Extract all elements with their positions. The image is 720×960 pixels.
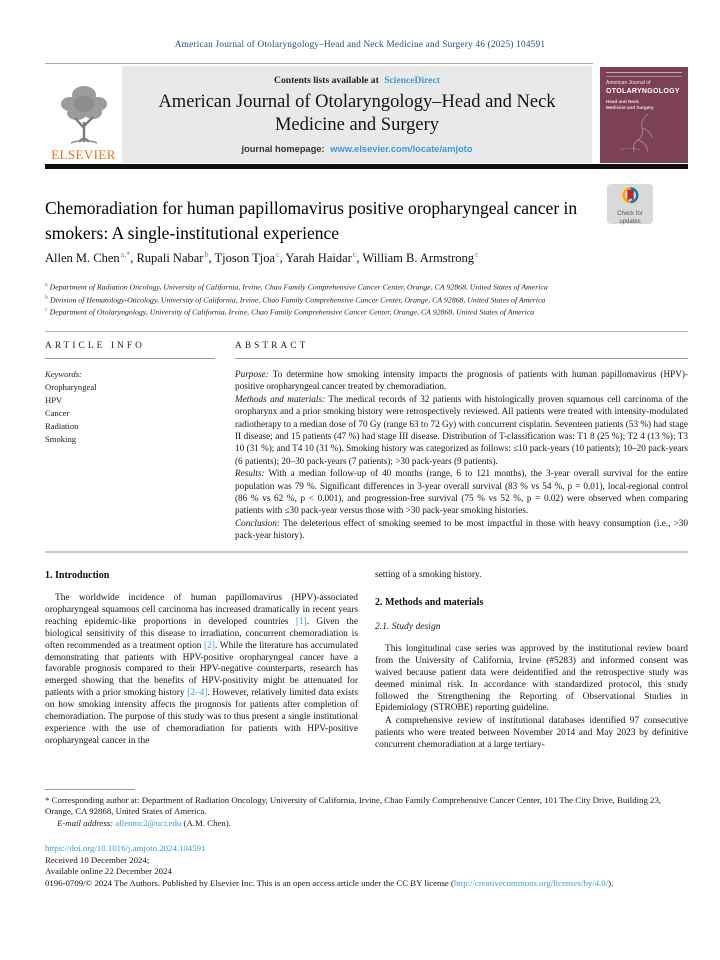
author-list (45, 250, 665, 266)
affiliation-row: $^c$ Department of Otolaryngology, University of California, Irvine, Chao Family Comprehensive Cancer Center, Orange, CA 92868, United States of America (45, 307, 535, 317)
elsevier-wordmark: ELSEVIER (51, 147, 116, 162)
check-updates-label: Check for updates (617, 211, 643, 225)
affiliation-row: $^a$ Department of Radiation Oncology, University of California, Irvine, Chao Family Comprehensive Cancer Center, Orange, CA 92868, United States of America (45, 282, 548, 292)
cover-top-band (606, 72, 682, 77)
journal-title: American Journal of Otolaryngology–Head and Neck Medicine and Surgery (158, 92, 556, 135)
methods-paragraph-1: This longitudinal case series was approved by the institutional review board from the University of California, Irvine (#5283) and informed consent was waived because patient data were deidentified and the retrospective study was deemed minimal risk. In accordance with standardized protocol, this study followed the Strengthening the Reporting of Observational Studies in Epidemiology (STROBE) reporting guideline. (375, 643, 688, 714)
author-affil-sup[interactable]: b (204, 250, 209, 259)
author: Tjoson Tjoa$^c$, (214, 250, 286, 266)
journal-header-banner (122, 66, 592, 163)
author: Rupali Nabar$^b$, (136, 250, 215, 266)
continuation-paragraph: setting of a smoking history. (375, 570, 482, 580)
author-affil-sup[interactable]: a,* (120, 250, 131, 259)
article-title: Chemoradiation for human papillomavirus positive oropharyngeal cancer in smokers: A single-institutional experience (45, 198, 578, 243)
author-affil-sup[interactable]: c (475, 250, 479, 259)
affiliation-row: $^b$ Division of Hematology-Oncology, University of California, Irvine, Chao Family Comprehensive Cancer Center, Orange, CA 92868, United States of America (45, 294, 546, 305)
author-affil-sup[interactable]: c (352, 250, 357, 259)
methods-paragraph-2: A comprehensive review of institutional databases identified 97 consecutive patients who were treated between November 2014 and May 2023 by definitive concurrent chemoradiation at a large tertiary- (375, 716, 688, 751)
doi-link[interactable]: https://doi.org/10.1016/j.amjoto.2024.104591 (45, 843, 206, 853)
cover-anatomy-sketch (610, 112, 674, 159)
article-info-column (45, 341, 215, 542)
abstract-heading: ABSTRACT (235, 341, 688, 359)
citation-1-link[interactable]: [1] (295, 616, 307, 627)
introduction-heading: 1. Introduction (45, 570, 110, 581)
keyword: Radiation (45, 421, 79, 431)
correspondence-footnote (45, 789, 688, 829)
crossmark-icon (622, 187, 639, 211)
author: Yarah Haidar$^c$, (285, 250, 363, 266)
abstract-column (235, 341, 688, 542)
author-email-link[interactable]: allenmc2@uci.edu (115, 817, 182, 828)
journal-reference-line: American Journal of Otolaryngology–Head and Neck Medicine and Surgery 46 (2025) 104591 (174, 40, 546, 50)
elsevier-logo[interactable] (45, 66, 122, 163)
citation-2-link[interactable]: [2] (204, 640, 215, 651)
keywords-label: Keywords: (45, 369, 82, 379)
cover-subtitle-2: Medicine and Surgery (606, 104, 654, 110)
header-top-rule (45, 63, 593, 64)
citation-2-4-link[interactable]: [2–4] (187, 688, 208, 699)
cover-title-big: OTOLARYNGOLOGY (606, 87, 680, 95)
keyword: Oropharyngeal (45, 382, 97, 392)
journal-homepage-line: journal homepage: www.elsevier.com/locate/amjoto (241, 144, 473, 155)
available-online-date: Available online 22 December 2024 (45, 866, 172, 876)
received-date: Received 10 December 2024; (45, 854, 150, 865)
keyword: Smoking (45, 434, 77, 444)
cover-subtitle-1: Head and Neck (606, 98, 639, 104)
elsevier-tree-icon (55, 82, 113, 146)
body-right-column (375, 570, 688, 752)
journal-cover-thumbnail[interactable] (600, 67, 688, 163)
footnote-rule (45, 789, 135, 790)
article-footer (45, 843, 688, 889)
body-left-column (45, 570, 358, 752)
abstract-results: Results: With a median follow-up of 40 months (range, 6 to 121 months), the 3-year overall survival for the entire population was 79 %. Significant differences in 3-year overall survival (83 % vs 54 %, p = 0.01), local-regional control (86 % vs 62 %, p < 0.001), and progression-free survival (75 % vs 52 %, p = 0.02) were observed when comparing patients with ≤30 pack-year versus those with >30 pack-year smoking histories. (235, 468, 688, 516)
affiliations (45, 280, 685, 318)
keyword: HPV (45, 395, 63, 405)
abstract-conclusion: Conclusion: The deleterious effect of smoking seemed to be most impactful in those with heavy consumption (i.e., >30 pack-year history). (235, 517, 688, 541)
sciencedirect-link[interactable]: ScienceDirect (384, 75, 440, 86)
email-line: E-mail address: allenmc2@uci.edu (A.M. Chen). (57, 817, 231, 828)
contents-line: Contents lists available at ScienceDirect (274, 75, 440, 86)
cc-by-license-link[interactable]: http://creativecommons.org/licenses/by/4.0/ (453, 877, 609, 888)
introduction-paragraph: The worldwide incidence of human papillomavirus (HPV)-associated oropharyngeal squamous cell carcinoma has increased dramatically in recent years reaching epidemic-like proportions in developed countries [1]. Given the biological sensitivity of this disease to irradiation, concurrent chemoradiation is often recommended as a treatment option [2]. While the literature has accumulated demonstrating that patients with HPV-positive oropharyngeal cancer have a favorable prognosis compared to their HPV-negative counterparts, research has emerged showing that the benefits of HPV-positivity might be attenuated for patients with a prior smoking history [2–4]. However, relatively limited data exists on how smoking intensity affects the prognosis for patients after completion of chemoradiation. The purpose of this study was to thus present a single institutional experience with the use of chemoradiation for patients with HPV-positive oropharyngeal cancer in the (45, 593, 359, 746)
methods-heading: 2. Methods and materials (375, 596, 484, 608)
journal-homepage-link[interactable]: www.elsevier.com/locate/amjoto (330, 144, 473, 155)
study-design-heading: 2.1. Study design (375, 620, 441, 632)
author: Allen M. Chen$^{a,*}$, (45, 250, 137, 266)
check-for-updates-badge[interactable] (607, 184, 653, 224)
keyword: Cancer (45, 408, 70, 418)
abstract-methods: Methods and materials: The medical records of 32 patients with histologically proven squamous cell carcinoma of the oropharynx and a prior smoking history were retrospectively reviewed. All patients were treated with intensity-modulated radiotherapy to a median dose of 70 Gy (range 63 to 72 Gy) with concurrent cisplatin. Seventeen patients (53 %) had stage II disease; and 15 patients (47 %) had stage III disease. Distribution of T-classification was: T1 8 (25 %); T2 4 (13 %); T3 10 (31 %); and T4 10 (31 %). Smoking history was categorized as follows: ≤10 pack-years (10 patients); 10–20 pack-years (6 patients); 20–30 pack-years (7 patients); >30 pack-years (9 patients). (235, 393, 688, 466)
section-divider (45, 331, 688, 332)
cover-title-small: American Journal of (606, 80, 651, 86)
license-line: 0196-0709/© 2024 The Authors. Published by Elsevier Inc. This is an open access article under the CC BY license (http://creativecommons.org/licenses/by/4.0/). (45, 877, 614, 888)
author-affil-sup[interactable]: c (276, 250, 280, 259)
corresponding-author-note: * Corresponding author at: Department of Radiation Oncology, University of California, Irvine, Chao Family Comprehensive Cancer Center, 101 The City Drive, Building 23, Orange, CA 92868, United States of America. (45, 795, 662, 817)
header-bottom-bar (45, 164, 688, 169)
abstract-bottom-divider (45, 551, 688, 553)
author: William B. Armstrong$^c$ (362, 250, 479, 266)
article-info-heading: ARTICLE INFO (45, 341, 215, 359)
abstract-purpose: Purpose: To determine how smoking intensity impacts the prognosis of patients with human papillomavirus (HPV)-positive oropharyngeal cancer treated by chemoradiation. (235, 369, 688, 392)
